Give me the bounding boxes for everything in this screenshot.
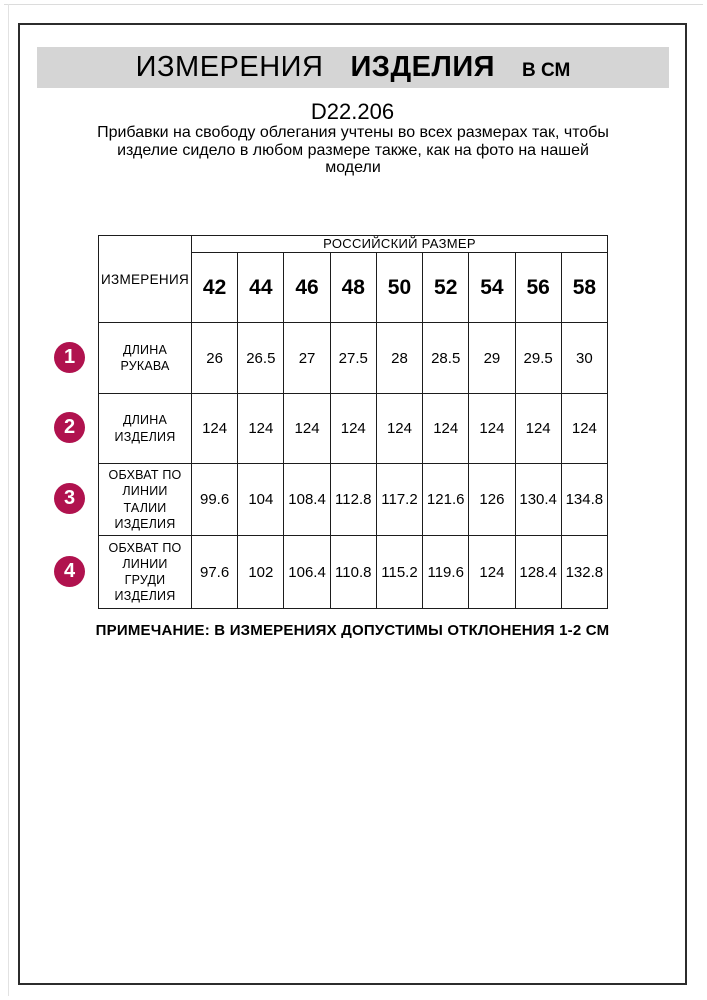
size-col-header: 46 [284,253,330,323]
size-col-header: 44 [238,253,284,323]
size-col-header: 58 [561,253,607,323]
value-cell: 30 [561,323,607,394]
value-cell: 97.6 [192,536,238,609]
row-label: ДЛИНА РУКАВА [99,323,192,394]
size-col-header: 42 [192,253,238,323]
row-label: ОБХВАТ ПО ЛИНИИ ТАЛИИ ИЗДЕЛИЯ [99,464,192,536]
size-col-header: 54 [469,253,515,323]
row-number-badge-3: 3 [54,483,85,514]
value-cell: 102 [238,536,284,609]
size-col-header: 56 [515,253,561,323]
value-cell: 126 [469,464,515,536]
scan-edge-top [4,4,703,5]
value-cell: 119.6 [423,536,469,609]
scan-edge-left [8,4,9,996]
row-number-badge-2: 2 [54,412,85,443]
value-cell: 26.5 [238,323,284,394]
value-cell: 106.4 [284,536,330,609]
value-cell: 29 [469,323,515,394]
value-cell: 124 [376,394,422,464]
value-cell: 108.4 [284,464,330,536]
value-cell: 121.6 [423,464,469,536]
value-cell: 124 [515,394,561,464]
measurements-column-header: ИЗМЕРЕНИЯ [99,236,192,323]
table-row-chest-girth [99,536,608,609]
value-cell: 104 [238,464,284,536]
size-table [98,235,608,609]
value-cell: 112.8 [330,464,376,536]
value-cell: 124 [561,394,607,464]
row-number-badge-4: 4 [54,556,85,587]
value-cell: 124 [192,394,238,464]
tolerance-note: ПРИМЕЧАНИЕ: В ИЗМЕРЕНИЯХ ДОПУСТИМЫ ОТКЛОНЕНИЯ 1-2 СМ [95,622,610,639]
value-cell: 27 [284,323,330,394]
value-cell: 132.8 [561,536,607,609]
row-number-badge-1: 1 [54,342,85,373]
fit-description: Прибавки на свободу облегания учтены во всех размерах так, чтобы изделие сидело в любом размере также, как на фото на нашей модели [97,124,609,176]
value-cell: 124 [330,394,376,464]
row-label: ДЛИНА ИЗДЕЛИЯ [99,394,192,464]
russian-size-header: РОССИЙСКИЙ РАЗМЕР [192,236,608,253]
value-cell: 124 [238,394,284,464]
title-units: В СМ [522,59,571,81]
table-row-product-length [99,394,608,464]
table-row-sleeve-length [99,323,608,394]
value-cell: 29.5 [515,323,561,394]
row-label: ОБХВАТ ПО ЛИНИИ ГРУДИ ИЗДЕЛИЯ [99,536,192,609]
value-cell: 110.8 [330,536,376,609]
value-cell: 28.5 [423,323,469,394]
value-cell: 117.2 [376,464,422,536]
size-col-header: 48 [330,253,376,323]
size-col-header: 52 [423,253,469,323]
value-cell: 28 [376,323,422,394]
title-product: ИЗДЕЛИЯ [350,51,496,83]
value-cell: 128.4 [515,536,561,609]
size-col-header: 50 [376,253,422,323]
article-number: D22.206 [310,99,395,124]
value-cell: 27.5 [330,323,376,394]
value-cell: 26 [192,323,238,394]
value-cell: 124 [469,536,515,609]
value-cell: 134.8 [561,464,607,536]
title-measurements: ИЗМЕРЕНИЯ [135,51,324,83]
value-cell: 130.4 [515,464,561,536]
value-cell: 99.6 [192,464,238,536]
value-cell: 124 [423,394,469,464]
value-cell: 124 [469,394,515,464]
title-bar [37,47,669,88]
value-cell: 124 [284,394,330,464]
table-row-waist-girth [99,464,608,536]
table-group-header-row [99,236,608,253]
value-cell: 115.2 [376,536,422,609]
